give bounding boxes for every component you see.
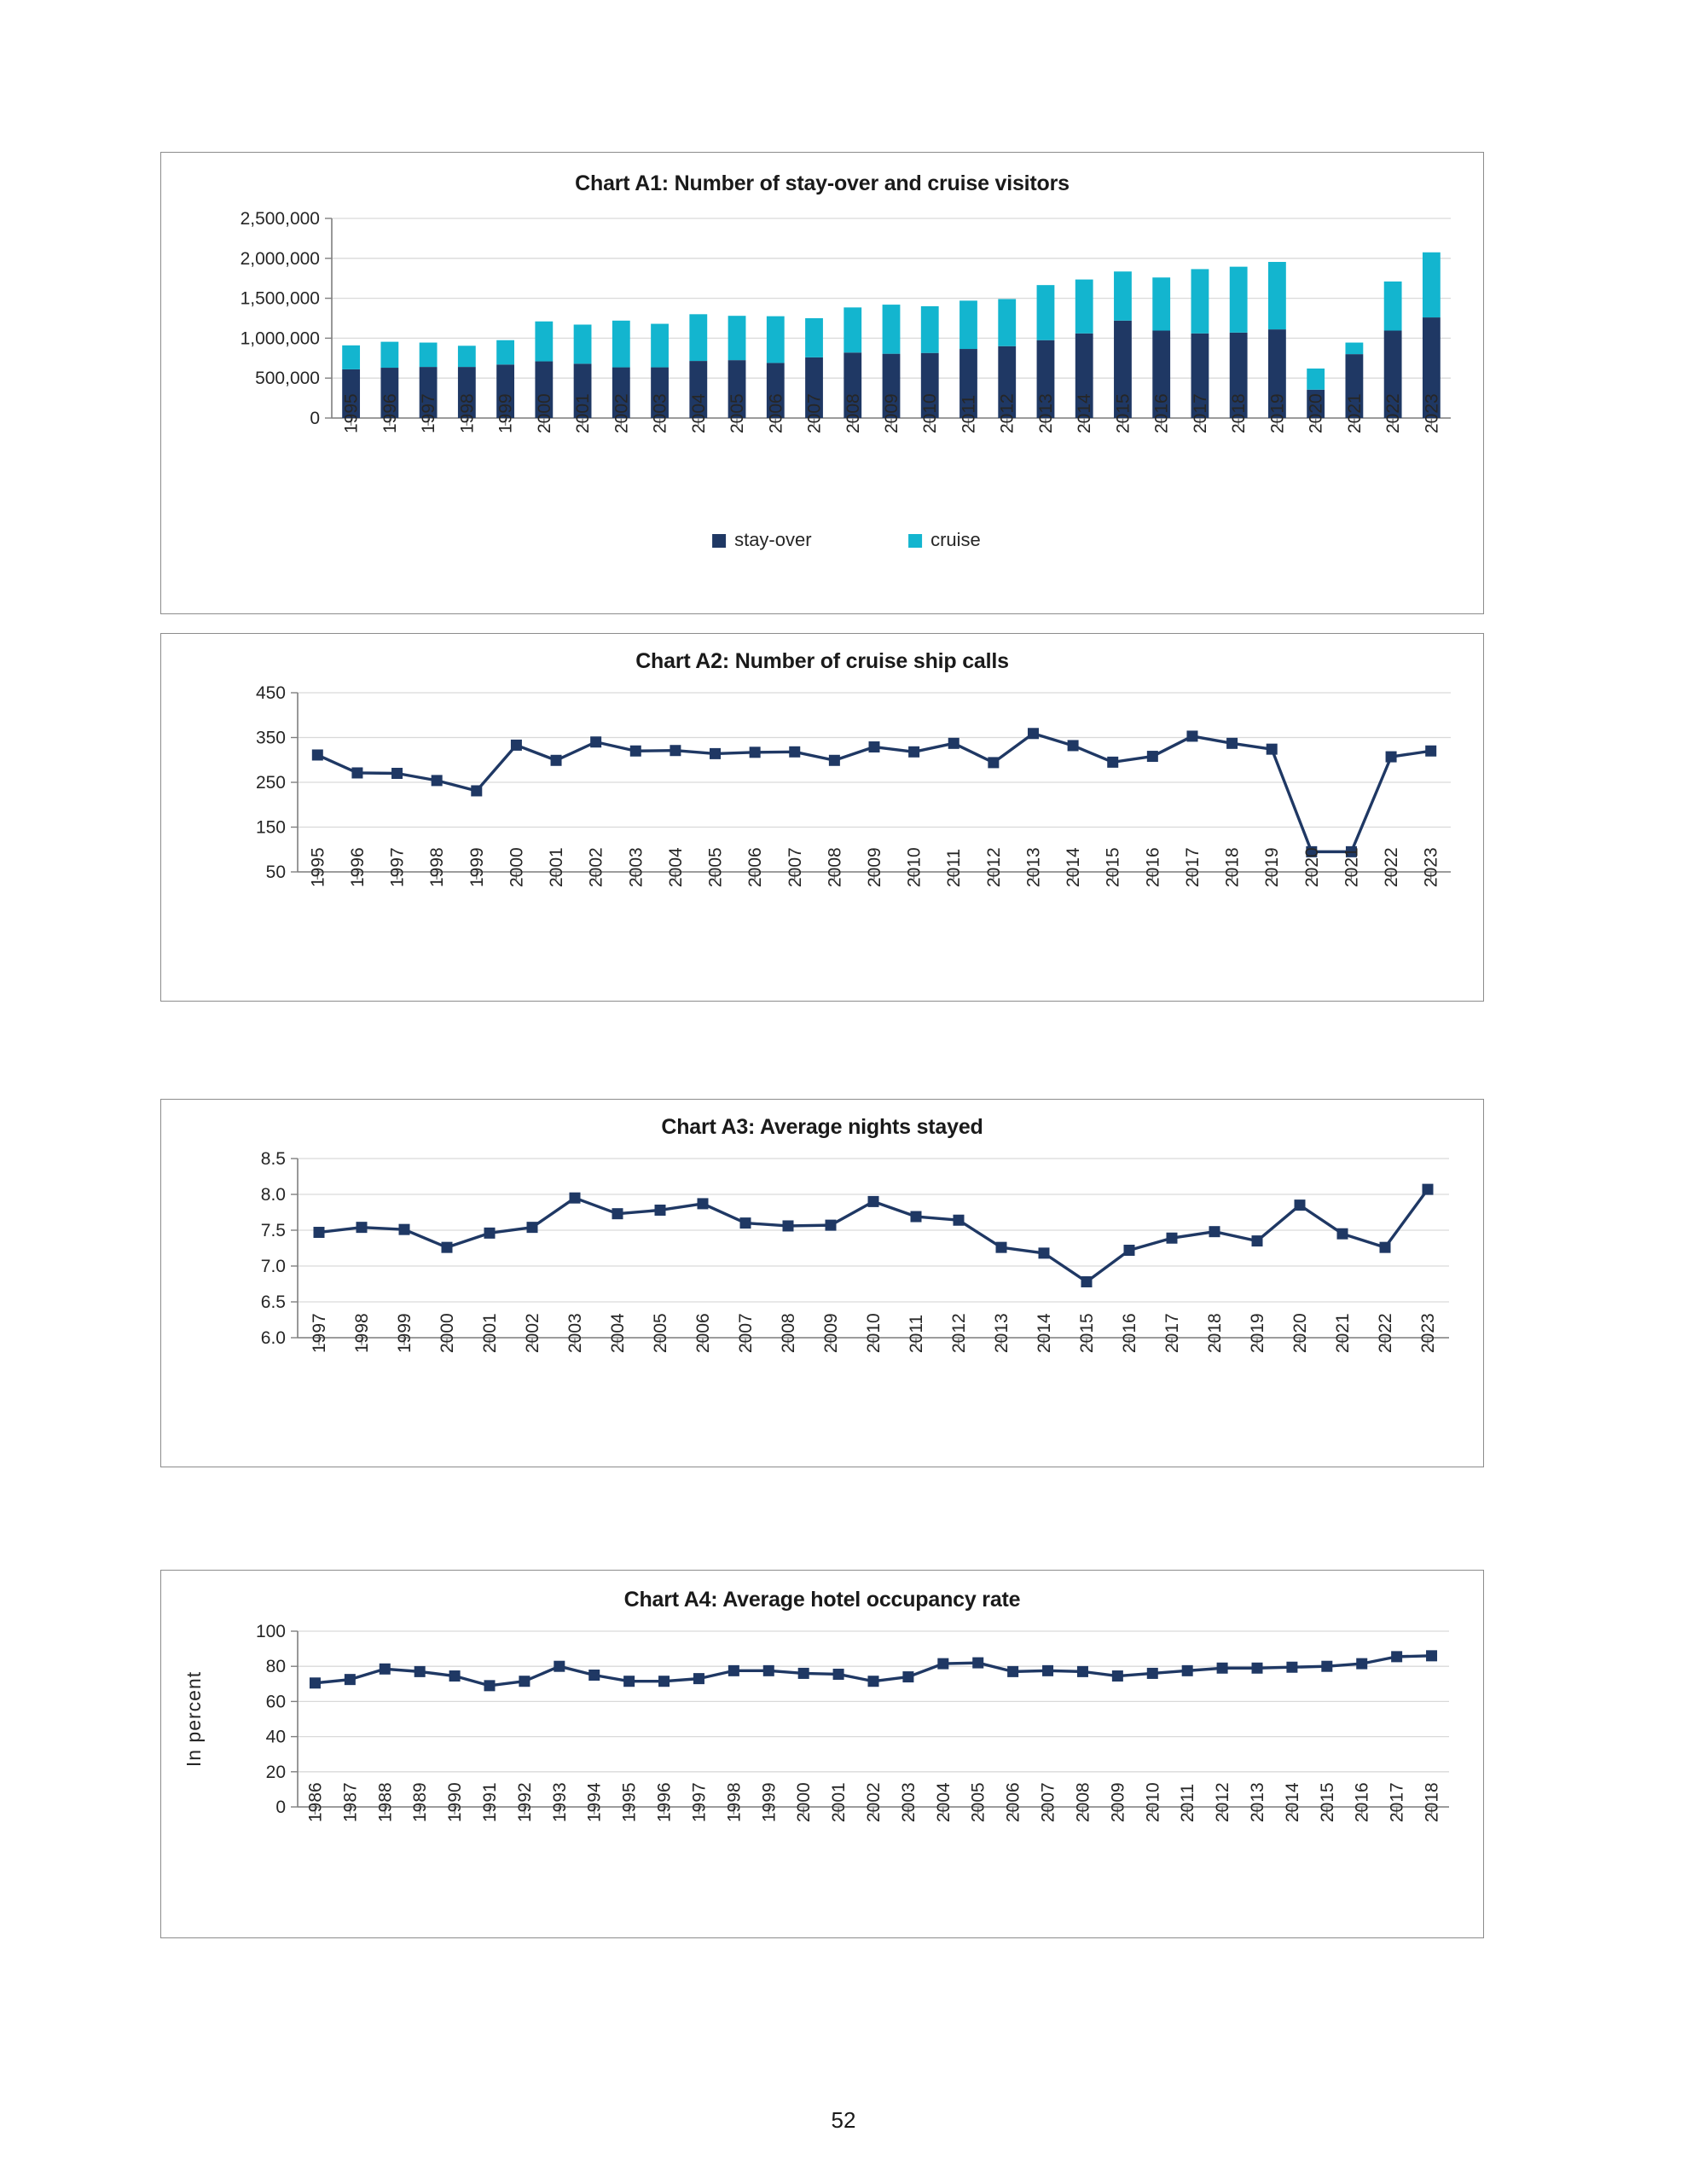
y-tick-label: 50 xyxy=(265,863,286,882)
bar-segment-cruise xyxy=(496,340,514,365)
x-tick-label: 1998 xyxy=(427,847,448,887)
data-point-marker xyxy=(1147,751,1158,762)
data-point-marker xyxy=(312,749,323,760)
data-point-marker xyxy=(484,1680,496,1691)
x-tick-label: 2011 xyxy=(907,1314,926,1353)
x-tick-label: 2000 xyxy=(794,1782,815,1822)
chart-a3-title: Chart A3: Average nights stayed xyxy=(661,1115,983,1139)
data-point-marker xyxy=(750,746,761,758)
x-tick-label: 2021 xyxy=(1342,847,1362,887)
x-tick-label: 2002 xyxy=(864,1782,884,1822)
bar-segment-cruise xyxy=(458,346,476,367)
x-tick-label: 1997 xyxy=(310,1313,329,1353)
y-tick-label: 2,500,000 xyxy=(240,209,320,229)
x-tick-label: 2014 xyxy=(1282,1782,1302,1822)
x-tick-label: 1989 xyxy=(410,1782,431,1822)
x-tick-label: 2002 xyxy=(586,847,606,887)
x-tick-label: 2005 xyxy=(968,1782,988,1822)
data-point-marker xyxy=(972,1658,983,1669)
data-point-marker xyxy=(1423,1184,1434,1195)
x-tick-label: 1991 xyxy=(480,1782,500,1822)
data-point-marker xyxy=(432,775,443,786)
x-tick-label: 1995 xyxy=(619,1782,640,1822)
x-tick-label: 2020 xyxy=(1301,847,1322,887)
data-point-marker xyxy=(740,1217,751,1228)
data-point-marker xyxy=(763,1665,774,1676)
bar-segment-cruise xyxy=(1384,282,1402,331)
bar-segment-cruise xyxy=(1268,262,1286,329)
data-point-marker xyxy=(1124,1245,1135,1256)
y-tick-label: 500,000 xyxy=(255,369,320,389)
x-tick-label: 2013 xyxy=(1023,847,1044,887)
data-point-marker xyxy=(484,1228,496,1239)
chart-a4-plot xyxy=(161,1612,1483,1928)
chart-a1-plot xyxy=(161,196,1483,597)
x-tick-label: 2005 xyxy=(705,847,726,887)
data-point-marker xyxy=(911,1211,922,1223)
x-tick-label: 2017 xyxy=(1190,393,1210,433)
x-tick-label: 2015 xyxy=(1113,393,1133,433)
x-tick-label: 2000 xyxy=(438,1313,457,1353)
x-tick-label: 2018 xyxy=(1229,393,1249,433)
data-point-marker xyxy=(1380,1242,1391,1253)
y-tick-label: 8.0 xyxy=(260,1185,286,1205)
x-tick-label: 2019 xyxy=(1262,847,1283,887)
x-tick-label: 2012 xyxy=(983,847,1004,887)
legend-label: cruise xyxy=(930,529,981,550)
x-tick-label: 1988 xyxy=(375,1782,396,1822)
y-tick-label: 150 xyxy=(255,817,286,838)
x-tick-label: 2004 xyxy=(933,1782,954,1822)
x-tick-label: 2003 xyxy=(565,1313,585,1353)
chart-a4-svg xyxy=(161,1612,1481,1928)
data-point-marker xyxy=(829,755,840,766)
data-point-marker xyxy=(868,1676,879,1687)
data-point-marker xyxy=(1425,746,1436,757)
chart-a2-plot xyxy=(161,674,1483,990)
bar-segment-cruise xyxy=(959,300,977,349)
bar-segment-cruise xyxy=(1152,277,1170,330)
data-point-marker xyxy=(833,1669,844,1680)
x-tick-label: 2005 xyxy=(728,393,748,433)
data-point-marker xyxy=(415,1666,426,1677)
data-point-marker xyxy=(345,1674,356,1685)
x-tick-label: 2023 xyxy=(1418,1313,1438,1353)
data-point-marker xyxy=(826,1220,837,1231)
data-point-marker xyxy=(902,1671,913,1682)
x-tick-label: 2023 xyxy=(1422,393,1442,433)
x-tick-label: 2009 xyxy=(1108,1782,1128,1822)
bar-segment-cruise xyxy=(380,342,398,368)
data-point-marker xyxy=(728,1665,739,1676)
x-tick-label: 1996 xyxy=(347,847,368,887)
x-tick-label: 2002 xyxy=(612,393,632,433)
data-point-marker xyxy=(554,1661,565,1672)
x-tick-label: 2013 xyxy=(1248,1782,1267,1822)
x-tick-label: 2018 xyxy=(1422,1782,1442,1822)
data-point-marker xyxy=(1321,1661,1332,1672)
x-tick-label: 2022 xyxy=(1376,1313,1395,1353)
x-tick-label: 1999 xyxy=(467,847,487,887)
bar-segment-cruise xyxy=(844,307,861,352)
data-point-marker xyxy=(471,785,482,796)
y-tick-label: 7.0 xyxy=(260,1257,286,1276)
chart-a4-title: Chart A4: Average hotel occupancy rate xyxy=(623,1588,1021,1612)
y-tick-label: 7.5 xyxy=(260,1221,286,1240)
x-tick-label: 2016 xyxy=(1352,1782,1372,1822)
x-tick-label: 2006 xyxy=(1003,1782,1023,1822)
x-tick-label: 2003 xyxy=(626,847,646,887)
data-point-marker xyxy=(380,1664,391,1675)
x-tick-label: 2008 xyxy=(1073,1782,1093,1822)
x-tick-label: 2021 xyxy=(1333,1313,1353,1353)
data-point-marker xyxy=(1147,1668,1158,1679)
data-point-marker xyxy=(1267,744,1278,755)
x-tick-label: 1992 xyxy=(514,1782,535,1822)
y-tick-label: 2,000,000 xyxy=(240,248,320,269)
x-tick-label: 2009 xyxy=(865,847,884,887)
x-tick-label: 2014 xyxy=(1035,1313,1054,1353)
data-point-marker xyxy=(948,738,959,749)
y-tick-label: 6.5 xyxy=(260,1292,286,1312)
data-point-marker xyxy=(1077,1666,1088,1677)
data-point-marker xyxy=(1039,1247,1050,1258)
x-tick-label: 2017 xyxy=(1162,1313,1182,1353)
bar-segment-cruise xyxy=(535,322,553,362)
x-tick-label: 2012 xyxy=(997,393,1017,433)
x-tick-label: 2016 xyxy=(1120,1313,1139,1353)
x-tick-label: 2005 xyxy=(651,1313,670,1353)
data-point-marker xyxy=(908,746,919,758)
data-point-marker xyxy=(1167,1233,1178,1244)
x-tick-label: 2008 xyxy=(825,847,845,887)
y-tick-label: 60 xyxy=(265,1692,286,1712)
bar-segment-cruise xyxy=(612,321,630,368)
x-tick-label: 2007 xyxy=(736,1313,756,1353)
x-tick-label: 2006 xyxy=(745,847,766,887)
data-point-marker xyxy=(783,1220,794,1231)
x-tick-label: 2007 xyxy=(1038,1782,1058,1822)
y-tick-label: 1,500,000 xyxy=(240,288,320,309)
data-point-marker xyxy=(551,755,562,766)
x-tick-label: 2013 xyxy=(1035,393,1056,433)
x-tick-label: 2013 xyxy=(992,1313,1012,1353)
data-point-marker xyxy=(1068,740,1079,751)
x-tick-label: 1997 xyxy=(689,1782,710,1822)
y-tick-label: 1,000,000 xyxy=(240,328,320,349)
data-point-marker xyxy=(449,1670,461,1682)
x-tick-label: 2001 xyxy=(829,1782,849,1822)
data-point-marker xyxy=(1295,1199,1306,1211)
x-tick-label: 2001 xyxy=(480,1313,500,1353)
bar-segment-cruise xyxy=(1307,369,1325,390)
data-point-marker xyxy=(623,1676,635,1687)
data-point-marker xyxy=(937,1658,948,1670)
x-tick-label: 2007 xyxy=(804,393,825,433)
x-tick-label: 2006 xyxy=(693,1313,713,1353)
x-tick-label: 2014 xyxy=(1075,393,1095,433)
x-tick-label: 2015 xyxy=(1317,1782,1337,1822)
x-tick-label: 2023 xyxy=(1421,847,1441,887)
x-tick-label: 2004 xyxy=(608,1313,628,1353)
data-point-marker xyxy=(868,1196,879,1207)
data-point-marker xyxy=(314,1227,325,1238)
x-tick-label: 2001 xyxy=(547,847,567,887)
y-tick-label: 0 xyxy=(310,409,320,428)
x-tick-label: 1996 xyxy=(380,393,400,433)
bar-segment-cruise xyxy=(689,314,707,361)
chart-a3-svg xyxy=(161,1140,1481,1455)
x-tick-label: 2010 xyxy=(864,1313,884,1353)
x-tick-label: 2004 xyxy=(688,393,709,433)
data-point-marker xyxy=(527,1222,538,1233)
x-tick-label: 2016 xyxy=(1151,393,1172,433)
x-tick-label: 1997 xyxy=(419,393,439,433)
data-point-marker xyxy=(310,1677,321,1688)
bar-segment-cruise xyxy=(1423,253,1441,317)
x-tick-label: 1987 xyxy=(340,1782,361,1822)
y-axis-title: In percent xyxy=(183,1670,205,1768)
y-tick-label: 80 xyxy=(265,1657,286,1677)
data-point-marker xyxy=(1337,1228,1348,1240)
data-point-marker xyxy=(1286,1662,1297,1673)
x-tick-label: 2004 xyxy=(665,847,686,887)
x-tick-label: 1998 xyxy=(457,393,478,433)
data-point-marker xyxy=(357,1222,368,1233)
y-tick-label: 20 xyxy=(265,1762,286,1782)
data-point-marker xyxy=(1182,1665,1193,1676)
x-tick-label: 1995 xyxy=(308,847,328,887)
chart-a2-title: Chart A2: Number of cruise ship calls xyxy=(635,649,1009,673)
bar-segment-cruise xyxy=(998,299,1016,346)
data-point-marker xyxy=(1391,1651,1402,1662)
bar-segment-cruise xyxy=(342,346,360,369)
x-tick-label: 2022 xyxy=(1382,847,1402,887)
x-tick-label: 1996 xyxy=(654,1782,675,1822)
y-tick-label: 6.0 xyxy=(260,1328,286,1348)
data-point-marker xyxy=(1386,752,1397,763)
data-point-marker xyxy=(1186,730,1197,741)
data-point-marker xyxy=(1209,1226,1220,1237)
bar-segment-cruise xyxy=(921,306,939,353)
chart-a1-title: Chart A1: Number of stay-over and cruise visitors xyxy=(575,171,1070,195)
legend-swatch-cruise xyxy=(908,534,922,548)
data-point-marker xyxy=(693,1673,704,1684)
x-tick-label: 2019 xyxy=(1248,1313,1267,1353)
data-point-marker xyxy=(655,1205,666,1216)
bar-segment-cruise xyxy=(1037,285,1055,340)
x-tick-label: 2019 xyxy=(1267,393,1288,433)
data-point-marker xyxy=(710,748,721,759)
data-point-marker xyxy=(1226,738,1238,749)
chart-a1-container xyxy=(160,152,1484,614)
y-tick-label: 40 xyxy=(265,1727,286,1747)
y-tick-label: 250 xyxy=(255,773,286,793)
x-tick-label: 1995 xyxy=(341,393,362,433)
data-point-marker xyxy=(658,1676,670,1687)
chart-a3-container xyxy=(160,1099,1484,1467)
x-tick-label: 1994 xyxy=(584,1782,605,1822)
data-point-marker xyxy=(698,1198,709,1209)
page-number: 52 xyxy=(831,2107,856,2133)
x-tick-label: 2012 xyxy=(1213,1782,1233,1822)
x-tick-label: 2020 xyxy=(1290,1313,1310,1353)
legend-label: stay-over xyxy=(734,529,812,550)
x-tick-label: 1999 xyxy=(496,393,516,433)
data-point-marker xyxy=(1028,728,1039,739)
x-tick-label: 2003 xyxy=(650,393,670,433)
x-tick-label: 2010 xyxy=(920,393,941,433)
x-tick-label: 2010 xyxy=(1143,1782,1163,1822)
bar-segment-cruise xyxy=(728,316,746,360)
y-tick-label: 8.5 xyxy=(260,1149,286,1169)
data-point-marker xyxy=(588,1670,600,1681)
chart-a3-plot xyxy=(161,1140,1483,1455)
x-tick-label: 1997 xyxy=(387,847,408,887)
y-tick-label: 0 xyxy=(275,1798,286,1817)
bar-segment-cruise xyxy=(1230,267,1248,333)
chart-a2-container xyxy=(160,633,1484,1002)
bar-segment-cruise xyxy=(767,317,785,363)
data-point-marker xyxy=(1112,1670,1123,1682)
x-tick-label: 2009 xyxy=(821,1313,841,1353)
x-tick-label: 2020 xyxy=(1306,393,1326,433)
x-tick-label: 2017 xyxy=(1387,1782,1407,1822)
x-tick-label: 2014 xyxy=(1064,847,1084,887)
x-tick-label: 1999 xyxy=(759,1782,780,1822)
data-point-marker xyxy=(1042,1665,1053,1676)
x-tick-label: 2010 xyxy=(904,847,925,887)
bar-segment-cruise xyxy=(1191,269,1209,333)
data-point-marker xyxy=(1426,1650,1437,1661)
x-tick-label: 2007 xyxy=(785,847,805,887)
x-tick-label: 2015 xyxy=(1077,1313,1097,1353)
data-point-marker xyxy=(1356,1658,1367,1670)
bar-segment-cruise xyxy=(883,305,901,354)
chart-a2-svg xyxy=(161,674,1481,990)
bar-segment-cruise xyxy=(805,318,823,357)
data-point-marker xyxy=(1252,1235,1263,1246)
data-point-marker xyxy=(1217,1663,1228,1674)
x-tick-label: 2011 xyxy=(959,394,979,433)
data-point-marker xyxy=(789,746,800,758)
data-point-marker xyxy=(519,1676,530,1687)
x-tick-label: 2008 xyxy=(843,393,863,433)
data-point-marker xyxy=(988,757,999,768)
bar-segment-cruise xyxy=(1345,343,1363,355)
data-point-marker xyxy=(1252,1663,1263,1674)
data-point-marker xyxy=(570,1193,581,1204)
data-point-marker xyxy=(1107,757,1118,768)
x-tick-label: 2006 xyxy=(766,393,786,433)
legend-swatch-stay-over xyxy=(712,534,726,548)
x-tick-label: 2017 xyxy=(1182,847,1203,887)
x-tick-label: 2011 xyxy=(1178,1783,1198,1822)
data-point-marker xyxy=(798,1668,809,1679)
data-point-marker xyxy=(351,767,362,778)
bar-segment-cruise xyxy=(1075,280,1093,334)
data-point-marker xyxy=(954,1215,965,1226)
bar-segment-cruise xyxy=(1114,271,1132,321)
bar-segment-cruise xyxy=(574,324,592,363)
x-tick-label: 2018 xyxy=(1222,847,1243,887)
x-tick-label: 1990 xyxy=(445,1782,466,1822)
bar-segment-cruise xyxy=(420,343,438,368)
data-point-marker xyxy=(391,768,403,779)
chart-a1-svg xyxy=(161,196,1481,597)
x-tick-label: 2015 xyxy=(1103,847,1123,887)
x-tick-label: 2002 xyxy=(523,1313,542,1353)
x-tick-label: 2003 xyxy=(898,1782,919,1822)
x-tick-label: 1986 xyxy=(305,1782,326,1822)
x-tick-label: 2021 xyxy=(1344,393,1365,433)
x-tick-label: 2009 xyxy=(882,393,901,433)
bar-segment-cruise xyxy=(651,324,669,368)
x-tick-label: 1998 xyxy=(724,1782,745,1822)
data-point-marker xyxy=(442,1242,453,1253)
x-tick-label: 1993 xyxy=(549,1782,570,1822)
data-point-marker xyxy=(869,741,880,752)
x-tick-label: 2018 xyxy=(1205,1313,1225,1353)
data-point-marker xyxy=(630,746,641,757)
chart-a4-container xyxy=(160,1570,1484,1938)
data-point-marker xyxy=(612,1208,623,1219)
x-tick-label: 1998 xyxy=(352,1313,372,1353)
data-point-marker xyxy=(1081,1276,1093,1287)
data-point-marker xyxy=(996,1242,1007,1253)
data-point-marker xyxy=(399,1224,410,1235)
data-point-marker xyxy=(590,736,601,747)
x-tick-label: 1999 xyxy=(395,1313,415,1353)
data-point-marker xyxy=(670,745,681,756)
data-point-marker xyxy=(511,740,522,751)
x-tick-label: 2022 xyxy=(1383,393,1404,433)
y-tick-label: 100 xyxy=(255,1622,286,1641)
y-tick-label: 450 xyxy=(255,683,286,703)
data-point-marker xyxy=(1007,1666,1018,1677)
x-tick-label: 2012 xyxy=(949,1313,969,1353)
x-tick-label: 2001 xyxy=(573,393,594,433)
x-tick-label: 2011 xyxy=(944,848,965,887)
x-tick-label: 2000 xyxy=(534,393,554,433)
x-tick-label: 2000 xyxy=(507,847,527,887)
y-tick-label: 350 xyxy=(255,728,286,748)
x-tick-label: 2016 xyxy=(1143,847,1163,887)
x-tick-label: 2008 xyxy=(779,1313,798,1353)
